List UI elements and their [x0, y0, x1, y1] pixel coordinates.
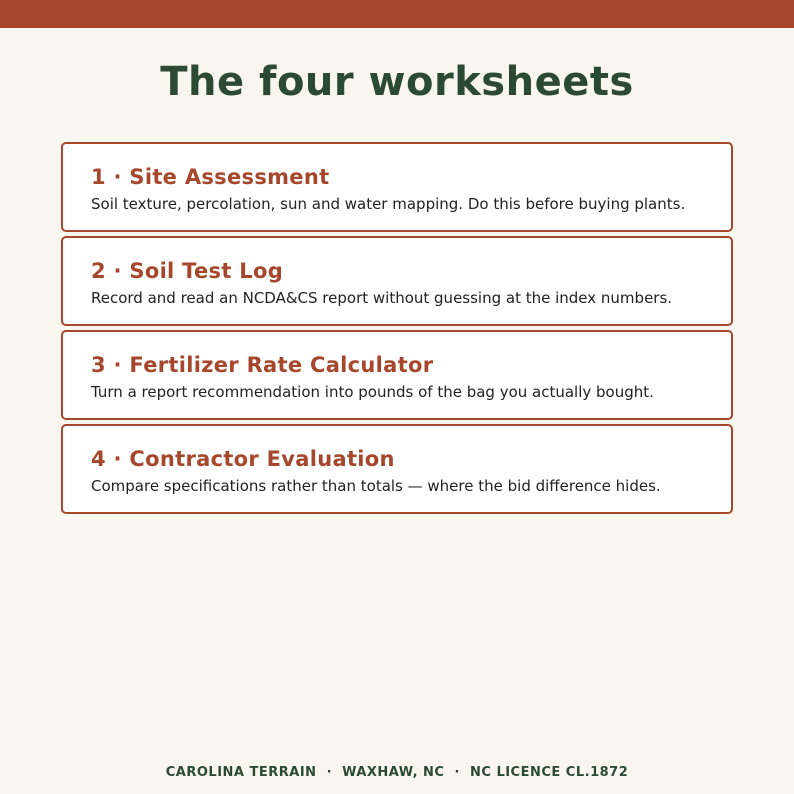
worksheet-title: 4 · Contractor Evaluation	[91, 447, 395, 471]
worksheet-title: 2 · Soil Test Log	[91, 259, 284, 283]
worksheet-card-soil-test-log[interactable]	[61, 236, 733, 326]
worksheet-title: 1 · Site Assessment	[91, 165, 330, 189]
page-title: The four worksheets	[160, 59, 634, 105]
footer-company-info: CAROLINA TERRAIN · WAXHAW, NC · NC LICENCE CL.1872	[165, 765, 629, 780]
worksheet-card-site-assessment[interactable]	[61, 142, 733, 232]
worksheet-title: 3 · Fertilizer Rate Calculator	[91, 353, 434, 377]
worksheet-list	[61, 142, 733, 518]
worksheet-description: Record and read an NCDA&CS report without guessing at the index numbers.	[91, 289, 673, 307]
worksheet-card-contractor-evaluation[interactable]	[61, 424, 733, 514]
worksheet-description: Soil texture, percolation, sun and water mapping. Do this before buying plants.	[91, 195, 686, 213]
worksheet-description: Turn a report recommendation into pounds of the bag you actually bought.	[91, 383, 654, 401]
worksheet-description: Compare specifications rather than totals — where the bid difference hides.	[91, 477, 661, 495]
top-accent-bar	[0, 0, 794, 28]
worksheet-card-fertilizer-rate-calculator[interactable]	[61, 330, 733, 420]
